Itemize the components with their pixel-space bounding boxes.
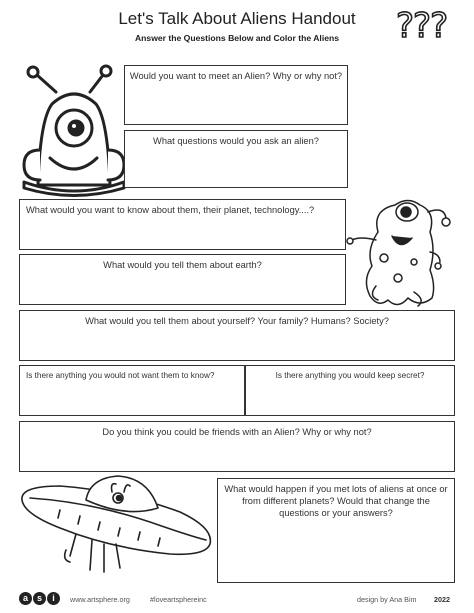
question-text: What would you want to know about them, their planet, technology....? [26, 205, 315, 215]
question-text: Is there anything you would not want them to know? [26, 371, 215, 380]
logo-letter-a: a [19, 592, 32, 605]
question-box-ask-alien[interactable] [124, 130, 348, 188]
question-box-meet-alien[interactable] [124, 65, 348, 125]
year-text: 2022 [434, 595, 450, 604]
question-marks-icon: ??? [396, 6, 448, 46]
question-box-know-about-them[interactable] [19, 199, 346, 250]
page-title: Let's Talk About Aliens Handout [118, 9, 356, 28]
question-text: Would you want to meet an Alien? Why or why not? [129, 71, 343, 81]
logo-letter-i: i [47, 592, 60, 605]
question-text: What would you tell them about earth? [103, 260, 262, 270]
question-text: Do you think you could be friends with an Alien? Why or why not? [102, 427, 372, 437]
website-link[interactable]: www.artsphere.org [70, 595, 130, 604]
page-subtitle: Answer the Questions Below and Color the Aliens [134, 33, 340, 43]
question-text: What questions would you ask an alien? [153, 136, 319, 146]
question-box-friends-with-alien[interactable] [19, 421, 455, 472]
logo-letter-s: s [33, 592, 46, 605]
question-box-tell-about-yourself[interactable] [19, 310, 455, 361]
design-credit: design by Ana Bim [357, 595, 417, 604]
question-box-lots-of-aliens[interactable] [217, 478, 455, 583]
question-box-keep-secret[interactable] [245, 365, 455, 416]
question-text: What would happen if you met lots of aliens at once or from different planets? Would that change the questions or your answers? [224, 484, 448, 518]
question-text: Is there anything you would keep secret? [275, 371, 425, 380]
question-box-tell-about-earth[interactable] [19, 254, 346, 305]
question-box-not-want-to-know[interactable] [19, 365, 245, 416]
hashtag-text: #loveartsphereinc [150, 595, 207, 604]
question-text: What would you tell them about yourself? Your family? Humans? Society? [85, 316, 389, 326]
